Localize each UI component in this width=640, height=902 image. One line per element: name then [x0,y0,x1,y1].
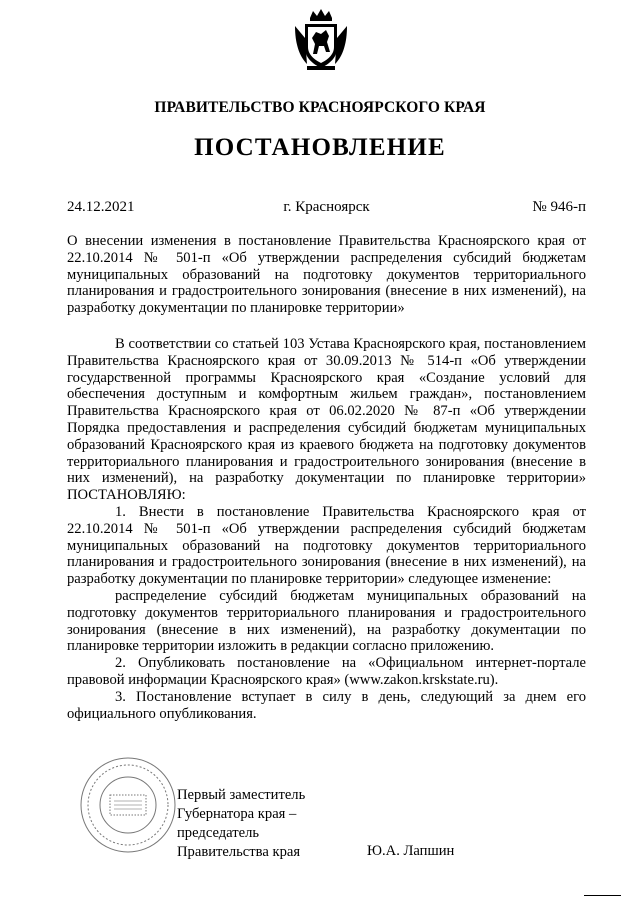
subject-paragraph: О внесении изменения в постановление Правительства Красноярского края от 22.10.2014 № 501-п «Об утверждении распределения субсидий бюджетам муниципальных образований на подготовку документов территориального планирования и градостроительного зонирования (внесение в них изменений), на разработку документации по планировке территории» [67,233,586,317]
signatory-name: Ю.А. Лапшин [367,843,455,859]
document-date: 24.12.2021 [67,199,135,215]
document-subject [67,233,586,317]
item-1-paragraph: 1. Внести в постановление Правительства Красноярского края от 22.10.2014 № 501-п «Об утверждении распределения субсидий бюджетам муниципальных образований на подготовку документов территориального планирования и градостроительного зонирования (внесение в них изменений), на разработку документации по планировке территории» следующее изменение: [67,503,586,588]
document-meta-row [67,199,586,219]
document-city: г. Красноярск [283,199,370,215]
signature-position-block [177,786,305,862]
signature-line-1: Первый заместитель [177,787,306,803]
footer-rule [584,895,621,896]
signature-line-3: председатель [177,825,260,841]
document-type-heading: ПОСТАНОВЛЕНИЕ [194,134,446,161]
item-2-paragraph: 2. Опубликовать постановление на «Официальном интернет-портале правовой информации Красноярского края» (www.zakon.krskstate.ru). [67,655,586,688]
item-3-paragraph: 3. Постановление вступает в силу в день, следующий за днем его официального опубликования. [67,688,586,722]
signature-line-4: Правительства края [177,844,301,860]
government-title: ПРАВИТЕЛЬСТВО КРАСНОЯРСКОГО КРАЯ [154,99,486,116]
document-number: № 946-п [532,199,586,215]
coat-of-arms-emblem [293,8,349,72]
official-seal-stamp [78,755,178,855]
preamble-paragraph: В соответствии со статьей 103 Устава Красноярского края, постановлением Правительства Красноярского края от 30.09.2013 № 514-п «Об утверждении государственной программы Красноярского края «Создание условий для обеспечения доступным и комфортным жильем граждан», постановлением Правительства Красноярского края от 06.02.2020 № 87-п «Об утверждении Порядка предоставления и распределения субсидий бюджетам муниципальных образований Красноярского края из краевого бюджета на подготовку документов территориального планирования и градостроительного зонирования (внесение в них изменений), на разработку документации по планировке территории» ПОСТАНОВЛЯЮ: [67,336,586,504]
item-1-text-paragraph: распределение субсидий бюджетам муниципальных образований на подготовку документов территориального планирования и градостроительного зонирования (внесение в них изменений), на разработку документации по планировке территории изложить в редакции согласно приложению. [67,587,586,655]
document-body [67,336,586,722]
signature-line-2: Губернатора края – [177,806,297,822]
